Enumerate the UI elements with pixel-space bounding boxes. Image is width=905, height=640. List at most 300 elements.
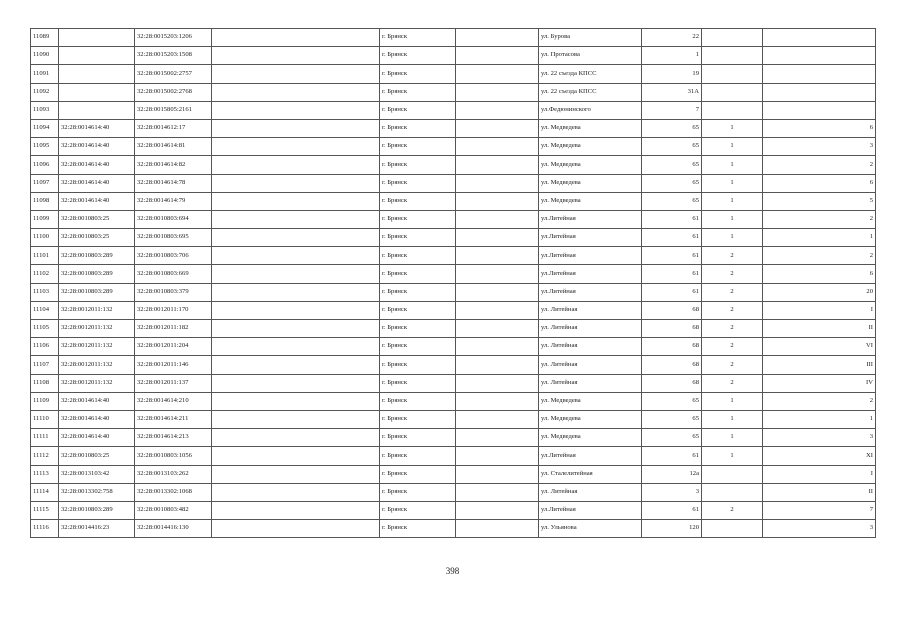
city-cell: г. Брянск [380,29,456,47]
city-cell: г. Брянск [380,283,456,301]
empty-cell [456,374,539,392]
record-number-cell: 11109 [31,392,59,410]
table-row [31,447,876,465]
cadastral-number-cell: 32:28:0010803:694 [135,210,212,228]
record-number-cell: 11107 [31,356,59,374]
house-number-cell: 61 [642,229,702,247]
cadastral-number-cell: 32:28:0015805:2161 [135,101,212,119]
city-cell: г. Брянск [380,65,456,83]
cadastral-number-cell: 32:28:0013302:1068 [135,483,212,501]
street-cell: ул.Литейная [539,229,642,247]
table-row [31,338,876,356]
street-cell: ул. Литейная [539,356,642,374]
street-cell: ул.Литейная [539,265,642,283]
record-number-cell: 11102 [31,265,59,283]
empty-cell [212,119,380,137]
record-number-cell: 11092 [31,83,59,101]
city-cell: г. Брянск [380,483,456,501]
entrance-cell: 2 [702,283,763,301]
empty-cell [212,520,380,538]
entrance-cell [702,47,763,65]
address-registry-table [30,28,876,538]
table-row [31,65,876,83]
record-number-cell: 11099 [31,210,59,228]
parent-cadastral-number-cell: 32:28:0010803:289 [59,283,135,301]
street-cell: ул. Литейная [539,338,642,356]
table-row [31,429,876,447]
empty-cell [456,29,539,47]
city-cell: г. Брянск [380,338,456,356]
house-number-cell: 68 [642,338,702,356]
city-cell: г. Брянск [380,210,456,228]
apartment-cell: III [763,356,876,374]
table-row [31,156,876,174]
street-cell: ул.Литейная [539,210,642,228]
record-number-cell: 11098 [31,192,59,210]
empty-cell [456,174,539,192]
street-cell: ул. Медведева [539,392,642,410]
house-number-cell: 65 [642,174,702,192]
street-cell: ул. Медведева [539,429,642,447]
city-cell: г. Брянск [380,447,456,465]
cadastral-number-cell: 32:28:0014614:210 [135,392,212,410]
table-row [31,320,876,338]
empty-cell [212,156,380,174]
city-cell: г. Брянск [380,301,456,319]
street-cell: ул. Литейная [539,301,642,319]
house-number-cell: 61 [642,265,702,283]
record-number-cell: 11096 [31,156,59,174]
apartment-cell: 6 [763,174,876,192]
record-number-cell: 11105 [31,320,59,338]
apartment-cell: 2 [763,247,876,265]
city-cell: г. Брянск [380,192,456,210]
table-row [31,392,876,410]
empty-cell [456,47,539,65]
entrance-cell: 2 [702,501,763,519]
apartment-cell: 2 [763,210,876,228]
empty-cell [212,29,380,47]
entrance-cell: 1 [702,192,763,210]
entrance-cell [702,101,763,119]
house-number-cell: 61 [642,247,702,265]
page-number: 398 [445,566,460,576]
street-cell: ул. Литейная [539,483,642,501]
table-row [31,29,876,47]
apartment-cell: II [763,320,876,338]
empty-cell [212,265,380,283]
street-cell: ул. Ульянова [539,520,642,538]
parent-cadastral-number-cell [59,65,135,83]
street-cell: ул. Литейная [539,374,642,392]
registry-sheet [30,28,875,538]
street-cell: ул.Федюнинского [539,101,642,119]
table-row [31,483,876,501]
city-cell: г. Брянск [380,429,456,447]
parent-cadastral-number-cell: 32:28:0012011:132 [59,301,135,319]
apartment-cell: 5 [763,192,876,210]
cadastral-number-cell: 32:28:0010803:669 [135,265,212,283]
empty-cell [212,356,380,374]
cadastral-number-cell: 32:28:0014614:78 [135,174,212,192]
apartment-cell: 20 [763,283,876,301]
empty-cell [456,283,539,301]
parent-cadastral-number-cell: 32:28:0012011:132 [59,374,135,392]
city-cell: г. Брянск [380,265,456,283]
parent-cadastral-number-cell: 32:28:0014614:40 [59,119,135,137]
empty-cell [212,138,380,156]
empty-cell [456,447,539,465]
record-number-cell: 11113 [31,465,59,483]
cadastral-number-cell: 32:28:0012011:137 [135,374,212,392]
parent-cadastral-number-cell: 32:28:0014614:40 [59,429,135,447]
house-number-cell: 65 [642,119,702,137]
cadastral-number-cell: 32:28:0014612:17 [135,119,212,137]
cadastral-number-cell: 32:28:0010803:379 [135,283,212,301]
apartment-cell [763,47,876,65]
house-number-cell: 65 [642,410,702,428]
empty-cell [456,356,539,374]
city-cell: г. Брянск [380,501,456,519]
cadastral-number-cell: 32:28:0015203:1206 [135,29,212,47]
empty-cell [456,65,539,83]
table-row [31,501,876,519]
street-cell: ул. Сталелитейная [539,465,642,483]
street-cell: ул. Медведева [539,192,642,210]
record-number-cell: 11110 [31,410,59,428]
empty-cell [212,465,380,483]
street-cell: ул. Бурова [539,29,642,47]
empty-cell [212,320,380,338]
empty-cell [456,429,539,447]
cadastral-number-cell: 32:28:0014614:211 [135,410,212,428]
city-cell: г. Брянск [380,247,456,265]
street-cell: ул. 22 съезда КПСС [539,83,642,101]
apartment-cell [763,101,876,119]
parent-cadastral-number-cell: 32:28:0010803:25 [59,210,135,228]
parent-cadastral-number-cell: 32:28:0010803:289 [59,501,135,519]
parent-cadastral-number-cell: 32:28:0010803:289 [59,265,135,283]
parent-cadastral-number-cell: 32:28:0014416:23 [59,520,135,538]
street-cell: ул. Медведева [539,410,642,428]
house-number-cell: 68 [642,356,702,374]
house-number-cell: 22 [642,29,702,47]
entrance-cell: 2 [702,301,763,319]
entrance-cell [702,465,763,483]
record-number-cell: 11114 [31,483,59,501]
empty-cell [212,501,380,519]
record-number-cell: 11116 [31,520,59,538]
entrance-cell: 2 [702,338,763,356]
empty-cell [456,83,539,101]
empty-cell [456,229,539,247]
street-cell: ул. Медведева [539,174,642,192]
cadastral-number-cell: 32:28:0015002:2768 [135,83,212,101]
apartment-cell [763,65,876,83]
entrance-cell: 1 [702,229,763,247]
cadastral-number-cell: 32:28:0012011:146 [135,356,212,374]
house-number-cell: 3 [642,483,702,501]
table-row [31,465,876,483]
empty-cell [456,210,539,228]
entrance-cell: 1 [702,174,763,192]
cadastral-number-cell: 32:28:0014614:213 [135,429,212,447]
apartment-cell: 1 [763,410,876,428]
entrance-cell: 1 [702,410,763,428]
record-number-cell: 11112 [31,447,59,465]
record-number-cell: 11091 [31,65,59,83]
entrance-cell: 1 [702,210,763,228]
parent-cadastral-number-cell: 32:28:0014614:40 [59,156,135,174]
parent-cadastral-number-cell: 32:28:0014614:40 [59,392,135,410]
house-number-cell: 65 [642,192,702,210]
empty-cell [456,501,539,519]
empty-cell [212,192,380,210]
parent-cadastral-number-cell: 32:28:0012011:132 [59,356,135,374]
city-cell: г. Брянск [380,119,456,137]
empty-cell [212,301,380,319]
empty-cell [456,101,539,119]
house-number-cell: 61 [642,210,702,228]
street-cell: ул. Медведева [539,138,642,156]
entrance-cell: 2 [702,265,763,283]
empty-cell [212,483,380,501]
parent-cadastral-number-cell [59,29,135,47]
entrance-cell: 1 [702,429,763,447]
apartment-cell: 1 [763,229,876,247]
entrance-cell: 1 [702,138,763,156]
entrance-cell: 1 [702,447,763,465]
empty-cell [456,320,539,338]
cadastral-number-cell: 32:28:0012011:182 [135,320,212,338]
parent-cadastral-number-cell: 32:28:0012011:132 [59,320,135,338]
house-number-cell: 7 [642,101,702,119]
empty-cell [456,265,539,283]
empty-cell [456,119,539,137]
record-number-cell: 11089 [31,29,59,47]
parent-cadastral-number-cell [59,101,135,119]
cadastral-number-cell: 32:28:0013103:262 [135,465,212,483]
entrance-cell: 2 [702,320,763,338]
parent-cadastral-number-cell: 32:28:0014614:40 [59,174,135,192]
entrance-cell: 1 [702,119,763,137]
city-cell: г. Брянск [380,356,456,374]
street-cell: ул. 22 съезда КПСС [539,65,642,83]
empty-cell [212,210,380,228]
table-body [31,29,876,538]
city-cell: г. Брянск [380,229,456,247]
street-cell: ул.Литейная [539,247,642,265]
table-row [31,520,876,538]
apartment-cell: 6 [763,265,876,283]
empty-cell [456,156,539,174]
apartment-cell: 3 [763,520,876,538]
city-cell: г. Брянск [380,410,456,428]
house-number-cell: 68 [642,320,702,338]
city-cell: г. Брянск [380,47,456,65]
entrance-cell: 2 [702,356,763,374]
apartment-cell: 2 [763,156,876,174]
table-row [31,301,876,319]
parent-cadastral-number-cell [59,83,135,101]
cadastral-number-cell: 32:28:0010803:1056 [135,447,212,465]
empty-cell [456,410,539,428]
empty-cell [456,301,539,319]
cadastral-number-cell: 32:28:0015203:1508 [135,47,212,65]
empty-cell [212,83,380,101]
apartment-cell: II [763,483,876,501]
city-cell: г. Брянск [380,83,456,101]
house-number-cell: 31А [642,83,702,101]
city-cell: г. Брянск [380,392,456,410]
house-number-cell: 65 [642,392,702,410]
cadastral-number-cell: 32:28:0012011:204 [135,338,212,356]
apartment-cell: 7 [763,501,876,519]
empty-cell [212,447,380,465]
house-number-cell: 68 [642,374,702,392]
parent-cadastral-number-cell: 32:28:0014614:40 [59,410,135,428]
empty-cell [456,483,539,501]
city-cell: г. Брянск [380,374,456,392]
street-cell: ул. Литейная [539,320,642,338]
table-row [31,174,876,192]
table-row [31,410,876,428]
record-number-cell: 11095 [31,138,59,156]
record-number-cell: 11104 [31,301,59,319]
record-number-cell: 11111 [31,429,59,447]
apartment-cell: 3 [763,429,876,447]
entrance-cell: 1 [702,392,763,410]
street-cell: ул.Литейная [539,501,642,519]
empty-cell [456,138,539,156]
street-cell: ул. Медведева [539,156,642,174]
city-cell: г. Брянск [380,174,456,192]
record-number-cell: 11101 [31,247,59,265]
empty-cell [212,65,380,83]
empty-cell [212,392,380,410]
record-number-cell: 11100 [31,229,59,247]
table-row [31,83,876,101]
table-row [31,229,876,247]
city-cell: г. Брянск [380,101,456,119]
record-number-cell: 11115 [31,501,59,519]
empty-cell [212,101,380,119]
parent-cadastral-number-cell: 32:28:0010803:289 [59,247,135,265]
empty-cell [456,520,539,538]
table-row [31,101,876,119]
entrance-cell: 1 [702,156,763,174]
parent-cadastral-number-cell: 32:28:0012011:132 [59,338,135,356]
cadastral-number-cell: 32:28:0012011:170 [135,301,212,319]
parent-cadastral-number-cell: 32:28:0014614:40 [59,192,135,210]
house-number-cell: 120 [642,520,702,538]
table-row [31,47,876,65]
record-number-cell: 11106 [31,338,59,356]
empty-cell [212,283,380,301]
city-cell: г. Брянск [380,465,456,483]
empty-cell [212,229,380,247]
empty-cell [456,465,539,483]
parent-cadastral-number-cell: 32:28:0013302:758 [59,483,135,501]
record-number-cell: 11094 [31,119,59,137]
table-row [31,265,876,283]
empty-cell [212,47,380,65]
street-cell: ул. Медведева [539,119,642,137]
empty-cell [212,429,380,447]
empty-cell [456,247,539,265]
empty-cell [212,174,380,192]
city-cell: г. Брянск [380,520,456,538]
cadastral-number-cell: 32:28:0014614:79 [135,192,212,210]
empty-cell [212,338,380,356]
house-number-cell: 61 [642,501,702,519]
entrance-cell [702,65,763,83]
house-number-cell: 61 [642,447,702,465]
entrance-cell [702,483,763,501]
apartment-cell: 2 [763,392,876,410]
house-number-cell: 65 [642,429,702,447]
cadastral-number-cell: 32:28:0014614:82 [135,156,212,174]
apartment-cell [763,29,876,47]
house-number-cell: 19 [642,65,702,83]
table-row [31,210,876,228]
apartment-cell: I [763,301,876,319]
city-cell: г. Брянск [380,320,456,338]
house-number-cell: 61 [642,283,702,301]
empty-cell [212,247,380,265]
record-number-cell: 11093 [31,101,59,119]
house-number-cell: 68 [642,301,702,319]
entrance-cell: 2 [702,374,763,392]
table-row [31,356,876,374]
parent-cadastral-number-cell: 32:28:0014614:40 [59,138,135,156]
street-cell: ул.Литейная [539,283,642,301]
apartment-cell [763,83,876,101]
apartment-cell: I [763,465,876,483]
apartment-cell: IV [763,374,876,392]
table-row [31,119,876,137]
house-number-cell: 12а [642,465,702,483]
apartment-cell: XI [763,447,876,465]
apartment-cell: VI [763,338,876,356]
empty-cell [456,338,539,356]
record-number-cell: 11090 [31,47,59,65]
empty-cell [212,374,380,392]
record-number-cell: 11103 [31,283,59,301]
entrance-cell [702,520,763,538]
cadastral-number-cell: 32:28:0010803:695 [135,229,212,247]
apartment-cell: 3 [763,138,876,156]
entrance-cell [702,29,763,47]
table-row [31,283,876,301]
parent-cadastral-number-cell: 32:28:0010803:25 [59,447,135,465]
record-number-cell: 11108 [31,374,59,392]
house-number-cell: 65 [642,156,702,174]
cadastral-number-cell: 32:28:0010803:482 [135,501,212,519]
street-cell: ул. Протасова [539,47,642,65]
empty-cell [456,192,539,210]
apartment-cell: 6 [763,119,876,137]
cadastral-number-cell: 32:28:0015002:2757 [135,65,212,83]
entrance-cell: 2 [702,247,763,265]
table-row [31,192,876,210]
table-row [31,138,876,156]
parent-cadastral-number-cell [59,47,135,65]
street-cell: ул.Литейная [539,447,642,465]
house-number-cell: 65 [642,138,702,156]
table-row [31,247,876,265]
cadastral-number-cell: 32:28:0010803:706 [135,247,212,265]
